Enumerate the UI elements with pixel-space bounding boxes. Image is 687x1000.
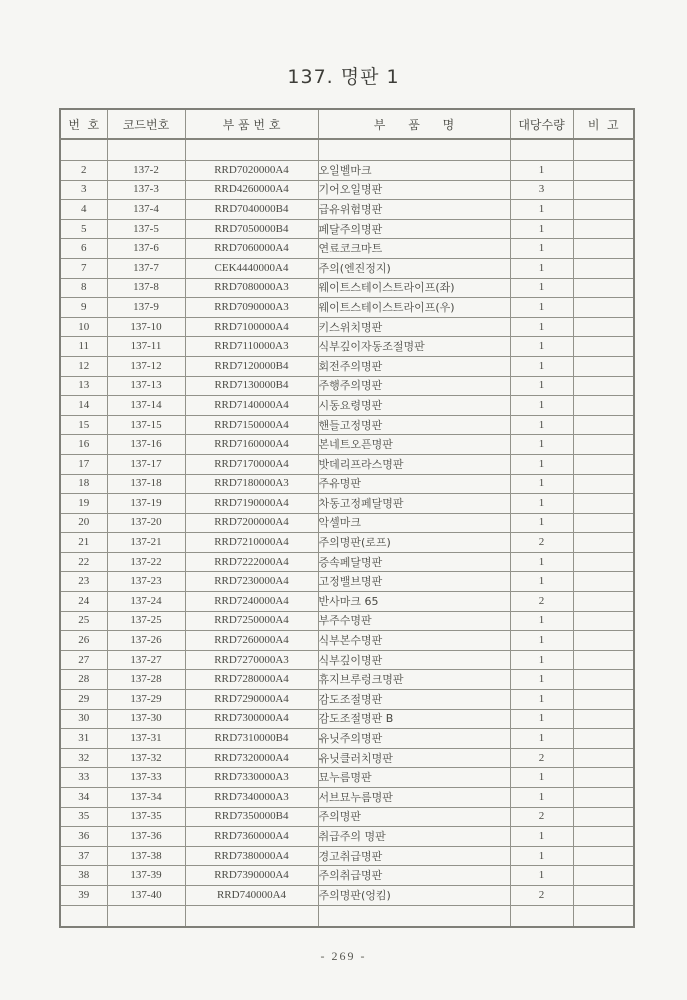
quantity-cell xyxy=(510,905,573,927)
note-cell xyxy=(573,768,634,788)
note-cell xyxy=(573,258,634,278)
table-row xyxy=(60,827,634,847)
note-cell xyxy=(573,690,634,710)
note-cell xyxy=(573,454,634,474)
table-row xyxy=(60,161,634,181)
note-cell xyxy=(573,788,634,808)
row-number-cell: 10 xyxy=(60,317,107,337)
table-row xyxy=(60,415,634,435)
table-row xyxy=(60,454,634,474)
quantity-cell: 1 xyxy=(510,631,573,651)
quantity-cell: 2 xyxy=(510,807,573,827)
note-cell xyxy=(573,533,634,553)
quantity-cell: 2 xyxy=(510,533,573,553)
table-row xyxy=(60,513,634,533)
part-number-cell: RRD7270000A3 xyxy=(185,650,318,670)
code-number-cell: 137-7 xyxy=(107,258,185,278)
row-number-cell: 13 xyxy=(60,376,107,396)
part-name-cell: 밧데리프라스명판 xyxy=(318,454,510,474)
table-row xyxy=(60,435,634,455)
table-row xyxy=(60,337,634,357)
row-number-cell: 35 xyxy=(60,807,107,827)
code-number-cell: 137-21 xyxy=(107,533,185,553)
quantity-cell: 1 xyxy=(510,258,573,278)
note-cell xyxy=(573,139,634,161)
note-cell xyxy=(573,631,634,651)
part-number-cell xyxy=(185,139,318,161)
row-number-cell: 11 xyxy=(60,337,107,357)
row-number-cell: 20 xyxy=(60,513,107,533)
row-number-cell: 37 xyxy=(60,846,107,866)
quantity-cell: 1 xyxy=(510,650,573,670)
part-number-cell: RRD7140000A4 xyxy=(185,396,318,416)
note-cell xyxy=(573,592,634,612)
part-name-cell: 부주수명판 xyxy=(318,611,510,631)
note-cell xyxy=(573,611,634,631)
code-number-cell: 137-15 xyxy=(107,415,185,435)
part-number-cell: RRD7222000A4 xyxy=(185,552,318,572)
code-number-cell: 137-16 xyxy=(107,435,185,455)
row-number-cell: 38 xyxy=(60,866,107,886)
part-number-cell: RRD7020000A4 xyxy=(185,161,318,181)
part-number-cell: RRD7360000A4 xyxy=(185,827,318,847)
row-number-cell: 36 xyxy=(60,827,107,847)
table-row xyxy=(60,219,634,239)
note-cell xyxy=(573,474,634,494)
code-number-cell: 137-29 xyxy=(107,690,185,710)
quantity-cell: 1 xyxy=(510,435,573,455)
note-cell xyxy=(573,435,634,455)
row-number-cell: 4 xyxy=(60,200,107,220)
header-part-name: 부 품 명 xyxy=(318,109,510,139)
note-cell xyxy=(573,572,634,592)
code-number-cell xyxy=(107,139,185,161)
note-cell xyxy=(573,552,634,572)
quantity-cell xyxy=(510,139,573,161)
code-number-cell: 137-5 xyxy=(107,219,185,239)
part-name-cell: 차동고정페달명판 xyxy=(318,494,510,514)
table-row xyxy=(60,748,634,768)
part-number-cell: RRD7230000A4 xyxy=(185,572,318,592)
table-row xyxy=(60,180,634,200)
note-cell xyxy=(573,494,634,514)
part-number-cell: RRD7180000A3 xyxy=(185,474,318,494)
row-number-cell: 24 xyxy=(60,592,107,612)
parts-table xyxy=(59,108,635,928)
quantity-cell: 1 xyxy=(510,513,573,533)
quantity-cell: 1 xyxy=(510,552,573,572)
code-number-cell: 137-3 xyxy=(107,180,185,200)
row-number-cell: 29 xyxy=(60,690,107,710)
note-cell xyxy=(573,513,634,533)
row-number-cell: 30 xyxy=(60,709,107,729)
row-number-cell: 39 xyxy=(60,885,107,905)
quantity-cell: 1 xyxy=(510,494,573,514)
code-number-cell: 137-31 xyxy=(107,729,185,749)
code-number-cell: 137-24 xyxy=(107,592,185,612)
table-row xyxy=(60,278,634,298)
note-cell xyxy=(573,376,634,396)
page-title: 137. 명판 1 xyxy=(287,66,400,88)
part-name-cell: 증속페달명판 xyxy=(318,552,510,572)
code-number-cell: 137-2 xyxy=(107,161,185,181)
part-name-cell: 웨이트스테이스트라이프(좌) xyxy=(318,278,510,298)
table-row xyxy=(60,729,634,749)
part-name-cell: 식부본수명판 xyxy=(318,631,510,651)
quantity-cell: 1 xyxy=(510,356,573,376)
part-name-cell: 회전주의명판 xyxy=(318,356,510,376)
code-number-cell: 137-38 xyxy=(107,846,185,866)
part-name-cell: 오일벨마크 xyxy=(318,161,510,181)
part-name-cell: 핸들고정명판 xyxy=(318,415,510,435)
row-number-cell: 18 xyxy=(60,474,107,494)
header-quantity: 대당수량 xyxy=(510,109,573,139)
part-name-cell: 취급주의 명판 xyxy=(318,827,510,847)
table-row xyxy=(60,905,634,927)
quantity-cell: 1 xyxy=(510,690,573,710)
note-cell xyxy=(573,219,634,239)
code-number-cell: 137-11 xyxy=(107,337,185,357)
quantity-cell: 1 xyxy=(510,200,573,220)
code-number-cell: 137-4 xyxy=(107,200,185,220)
row-number-cell: 19 xyxy=(60,494,107,514)
quantity-cell: 3 xyxy=(510,180,573,200)
table-row xyxy=(60,611,634,631)
table-row xyxy=(60,650,634,670)
code-number-cell: 137-33 xyxy=(107,768,185,788)
part-name-cell: 본네트오픈명판 xyxy=(318,435,510,455)
quantity-cell: 2 xyxy=(510,885,573,905)
note-cell xyxy=(573,846,634,866)
quantity-cell: 1 xyxy=(510,454,573,474)
note-cell xyxy=(573,396,634,416)
part-name-cell: 유닛주의명판 xyxy=(318,729,510,749)
quantity-cell: 1 xyxy=(510,239,573,259)
table-row xyxy=(60,690,634,710)
code-number-cell xyxy=(107,905,185,927)
row-number-cell: 15 xyxy=(60,415,107,435)
part-number-cell: CEK4440000A4 xyxy=(185,258,318,278)
note-cell xyxy=(573,317,634,337)
row-number-cell: 7 xyxy=(60,258,107,278)
table-row xyxy=(60,298,634,318)
table-row xyxy=(60,239,634,259)
note-cell xyxy=(573,905,634,927)
table-row xyxy=(60,768,634,788)
quantity-cell: 1 xyxy=(510,278,573,298)
code-number-cell: 137-6 xyxy=(107,239,185,259)
code-number-cell: 137-8 xyxy=(107,278,185,298)
table-row xyxy=(60,494,634,514)
part-number-cell: RRD7060000A4 xyxy=(185,239,318,259)
row-number-cell: 28 xyxy=(60,670,107,690)
note-cell xyxy=(573,827,634,847)
part-number-cell: RRD7040000B4 xyxy=(185,200,318,220)
table-row xyxy=(60,846,634,866)
table-row xyxy=(60,200,634,220)
quantity-cell: 1 xyxy=(510,337,573,357)
table-row xyxy=(60,631,634,651)
part-number-cell: RRD7100000A4 xyxy=(185,317,318,337)
code-number-cell: 137-13 xyxy=(107,376,185,396)
part-name-cell: 주의명판(엉킴) xyxy=(318,885,510,905)
row-number-cell: 2 xyxy=(60,161,107,181)
part-name-cell: 휴지브루렁크명판 xyxy=(318,670,510,690)
table-row xyxy=(60,788,634,808)
table-row xyxy=(60,807,634,827)
part-name-cell: 키스위치명판 xyxy=(318,317,510,337)
part-name-cell: 기어오일명판 xyxy=(318,180,510,200)
part-name-cell: 페달주의명판 xyxy=(318,219,510,239)
quantity-cell: 2 xyxy=(510,592,573,612)
part-number-cell: RRD7160000A4 xyxy=(185,435,318,455)
row-number-cell: 3 xyxy=(60,180,107,200)
part-name-cell: 감도조절명판 xyxy=(318,690,510,710)
table-row xyxy=(60,474,634,494)
note-cell xyxy=(573,298,634,318)
part-number-cell: RRD7120000B4 xyxy=(185,356,318,376)
note-cell xyxy=(573,200,634,220)
part-number-cell: RRD7330000A3 xyxy=(185,768,318,788)
part-name-cell: 주행주의명판 xyxy=(318,376,510,396)
part-name-cell: 묘누름명판 xyxy=(318,768,510,788)
part-name-cell: 감도조절명판 B xyxy=(318,709,510,729)
note-cell xyxy=(573,180,634,200)
part-name-cell: 경고취급명판 xyxy=(318,846,510,866)
code-number-cell: 137-27 xyxy=(107,650,185,670)
part-number-cell: RRD7260000A4 xyxy=(185,631,318,651)
part-number-cell: RRD7350000B4 xyxy=(185,807,318,827)
part-name-cell: 주의명판(로프) xyxy=(318,533,510,553)
part-number-cell: RRD7310000B4 xyxy=(185,729,318,749)
part-number-cell: RRD7210000A4 xyxy=(185,533,318,553)
note-cell xyxy=(573,239,634,259)
table-body xyxy=(60,139,634,927)
code-number-cell: 137-10 xyxy=(107,317,185,337)
part-name-cell: 시동요령명판 xyxy=(318,396,510,416)
part-number-cell: RRD7200000A4 xyxy=(185,513,318,533)
part-number-cell: RRD740000A4 xyxy=(185,885,318,905)
code-number-cell: 137-19 xyxy=(107,494,185,514)
header-row-number: 번 호 xyxy=(60,109,107,139)
header-note: 비 고 xyxy=(573,109,634,139)
row-number-cell: 14 xyxy=(60,396,107,416)
table-row xyxy=(60,356,634,376)
row-number-cell: 25 xyxy=(60,611,107,631)
part-name-cell: 주의명판 xyxy=(318,807,510,827)
quantity-cell: 1 xyxy=(510,670,573,690)
note-cell xyxy=(573,670,634,690)
code-number-cell: 137-28 xyxy=(107,670,185,690)
table-header-row xyxy=(60,109,634,139)
quantity-cell: 1 xyxy=(510,396,573,416)
part-number-cell: RRD4260000A4 xyxy=(185,180,318,200)
code-number-cell: 137-40 xyxy=(107,885,185,905)
part-number-cell: RRD7170000A4 xyxy=(185,454,318,474)
table-row xyxy=(60,572,634,592)
row-number-cell: 23 xyxy=(60,572,107,592)
row-number-cell: 26 xyxy=(60,631,107,651)
table-row xyxy=(60,317,634,337)
note-cell xyxy=(573,337,634,357)
row-number-cell: 17 xyxy=(60,454,107,474)
part-name-cell: 연료코크마트 xyxy=(318,239,510,259)
quantity-cell: 1 xyxy=(510,827,573,847)
part-name-cell: 주의취급명판 xyxy=(318,866,510,886)
part-number-cell: RRD7150000A4 xyxy=(185,415,318,435)
note-cell xyxy=(573,650,634,670)
quantity-cell: 1 xyxy=(510,298,573,318)
row-number-cell: 8 xyxy=(60,278,107,298)
row-number-cell: 33 xyxy=(60,768,107,788)
code-number-cell: 137-25 xyxy=(107,611,185,631)
quantity-cell: 1 xyxy=(510,866,573,886)
part-name-cell: 유닛클러치명판 xyxy=(318,748,510,768)
note-cell xyxy=(573,748,634,768)
quantity-cell: 1 xyxy=(510,709,573,729)
code-number-cell: 137-17 xyxy=(107,454,185,474)
code-number-cell: 137-26 xyxy=(107,631,185,651)
part-number-cell: RRD7380000A4 xyxy=(185,846,318,866)
table-row xyxy=(60,866,634,886)
note-cell xyxy=(573,866,634,886)
part-number-cell: RRD7130000B4 xyxy=(185,376,318,396)
code-number-cell: 137-30 xyxy=(107,709,185,729)
part-number-cell: RRD7300000A4 xyxy=(185,709,318,729)
part-number-cell: RRD7080000A3 xyxy=(185,278,318,298)
part-number-cell: RRD7050000B4 xyxy=(185,219,318,239)
part-name-cell: 급유위험명판 xyxy=(318,200,510,220)
quantity-cell: 1 xyxy=(510,474,573,494)
row-number-cell: 32 xyxy=(60,748,107,768)
part-number-cell xyxy=(185,905,318,927)
code-number-cell: 137-34 xyxy=(107,788,185,808)
note-cell xyxy=(573,415,634,435)
row-number-cell: 5 xyxy=(60,219,107,239)
row-number-cell: 16 xyxy=(60,435,107,455)
note-cell xyxy=(573,729,634,749)
row-number-cell: 31 xyxy=(60,729,107,749)
code-number-cell: 137-35 xyxy=(107,807,185,827)
part-number-cell: RRD7340000A3 xyxy=(185,788,318,808)
row-number-cell: 6 xyxy=(60,239,107,259)
table-row xyxy=(60,552,634,572)
quantity-cell: 1 xyxy=(510,846,573,866)
part-name-cell xyxy=(318,905,510,927)
table-row xyxy=(60,139,634,161)
table-row xyxy=(60,376,634,396)
part-number-cell: RRD7250000A4 xyxy=(185,611,318,631)
row-number-cell: 27 xyxy=(60,650,107,670)
part-name-cell: 주유명판 xyxy=(318,474,510,494)
note-cell xyxy=(573,161,634,181)
quantity-cell: 2 xyxy=(510,748,573,768)
code-number-cell: 137-39 xyxy=(107,866,185,886)
header-code-number: 코드번호 xyxy=(107,109,185,139)
quantity-cell: 1 xyxy=(510,161,573,181)
header-part-number: 부 품 번 호 xyxy=(185,109,318,139)
table-row xyxy=(60,885,634,905)
part-name-cell: 웨이트스테이스트라이프(우) xyxy=(318,298,510,318)
part-name-cell: 악셀마크 xyxy=(318,513,510,533)
part-name-cell: 고정밸브명판 xyxy=(318,572,510,592)
code-number-cell: 137-12 xyxy=(107,356,185,376)
row-number-cell xyxy=(60,139,107,161)
code-number-cell: 137-32 xyxy=(107,748,185,768)
part-number-cell: RRD7110000A3 xyxy=(185,337,318,357)
part-number-cell: RRD7280000A4 xyxy=(185,670,318,690)
part-name-cell: 식부깊이명판 xyxy=(318,650,510,670)
part-number-cell: RRD7390000A4 xyxy=(185,866,318,886)
quantity-cell: 1 xyxy=(510,317,573,337)
row-number-cell: 9 xyxy=(60,298,107,318)
part-number-cell: RRD7320000A4 xyxy=(185,748,318,768)
code-number-cell: 137-23 xyxy=(107,572,185,592)
part-number-cell: RRD7290000A4 xyxy=(185,690,318,710)
page-number: - 269 - xyxy=(320,949,367,963)
part-name-cell xyxy=(318,139,510,161)
note-cell xyxy=(573,356,634,376)
table-row xyxy=(60,396,634,416)
quantity-cell: 1 xyxy=(510,219,573,239)
part-number-cell: RRD7240000A4 xyxy=(185,592,318,612)
code-number-cell: 137-36 xyxy=(107,827,185,847)
table-row xyxy=(60,258,634,278)
quantity-cell: 1 xyxy=(510,788,573,808)
note-cell xyxy=(573,278,634,298)
part-number-cell: RRD7090000A3 xyxy=(185,298,318,318)
code-number-cell: 137-14 xyxy=(107,396,185,416)
quantity-cell: 1 xyxy=(510,415,573,435)
row-number-cell: 21 xyxy=(60,533,107,553)
row-number-cell xyxy=(60,905,107,927)
row-number-cell: 34 xyxy=(60,788,107,808)
row-number-cell: 12 xyxy=(60,356,107,376)
code-number-cell: 137-22 xyxy=(107,552,185,572)
table-row xyxy=(60,592,634,612)
quantity-cell: 1 xyxy=(510,611,573,631)
code-number-cell: 137-20 xyxy=(107,513,185,533)
code-number-cell: 137-18 xyxy=(107,474,185,494)
part-name-cell: 반사마크 65 xyxy=(318,592,510,612)
row-number-cell: 22 xyxy=(60,552,107,572)
part-name-cell: 서브묘누름명판 xyxy=(318,788,510,808)
part-number-cell: RRD7190000A4 xyxy=(185,494,318,514)
table-row xyxy=(60,533,634,553)
table-row xyxy=(60,709,634,729)
quantity-cell: 1 xyxy=(510,768,573,788)
note-cell xyxy=(573,709,634,729)
part-name-cell: 주의(엔진정지) xyxy=(318,258,510,278)
part-name-cell: 식부깊이자동조절명판 xyxy=(318,337,510,357)
quantity-cell: 1 xyxy=(510,729,573,749)
quantity-cell: 1 xyxy=(510,376,573,396)
note-cell xyxy=(573,885,634,905)
table-row xyxy=(60,670,634,690)
quantity-cell: 1 xyxy=(510,572,573,592)
code-number-cell: 137-9 xyxy=(107,298,185,318)
note-cell xyxy=(573,807,634,827)
